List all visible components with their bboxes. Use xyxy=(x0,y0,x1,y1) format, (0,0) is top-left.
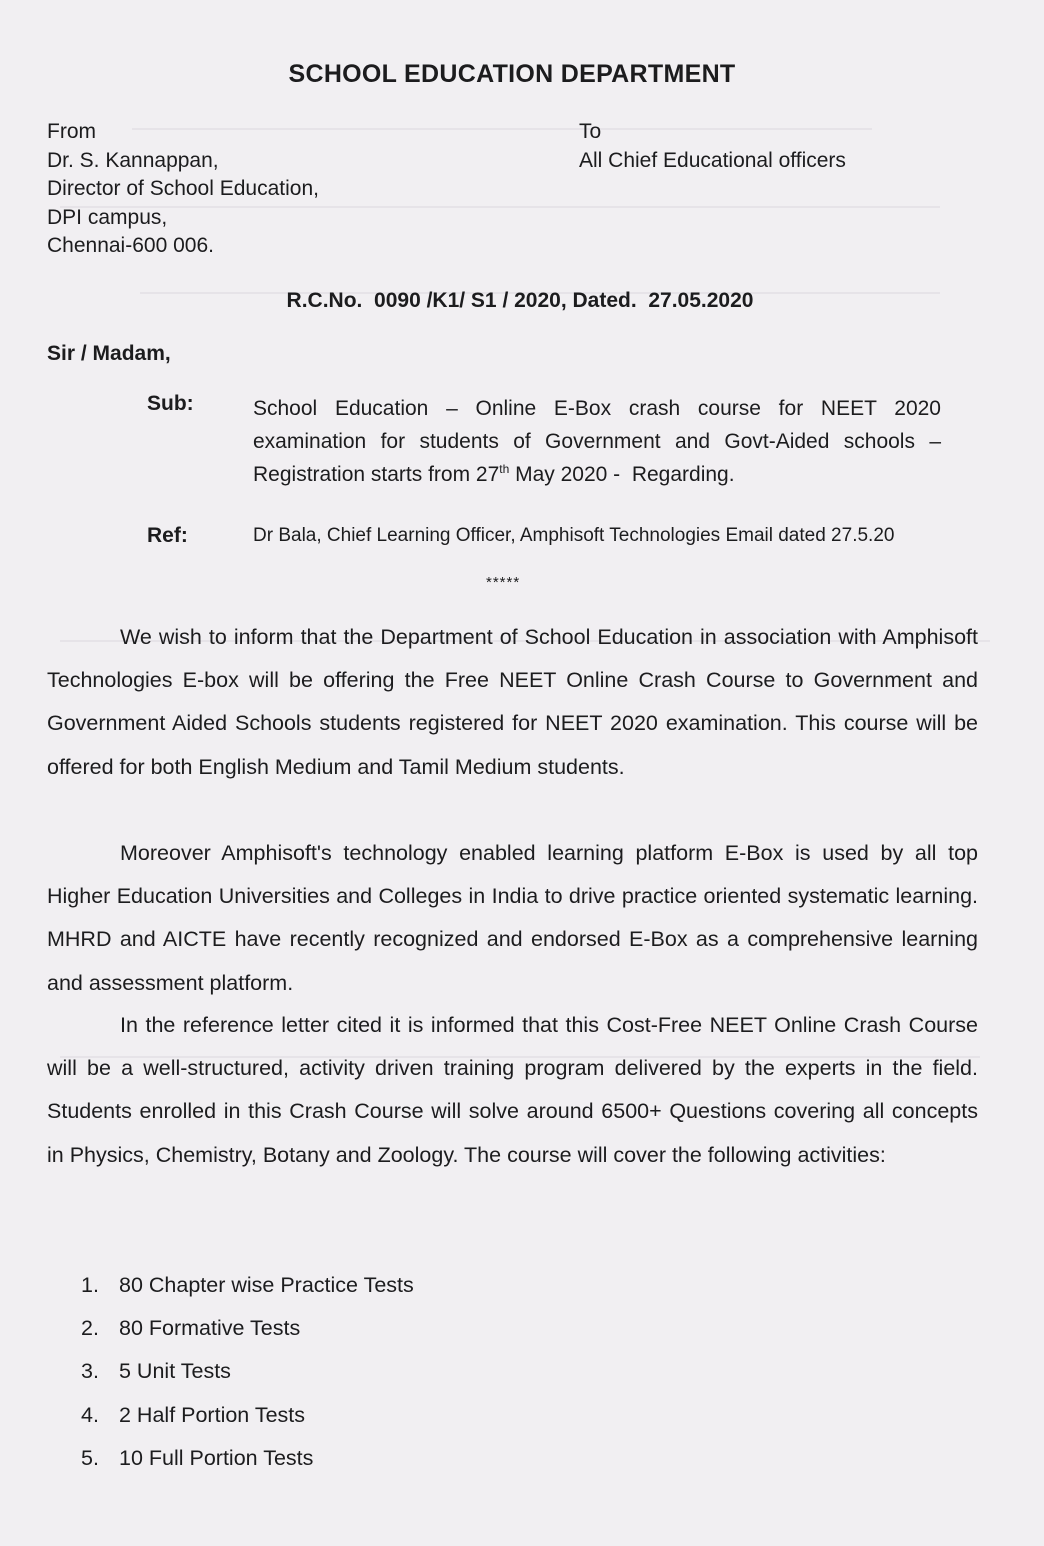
body-paragraph xyxy=(47,1004,978,1177)
from-line: Dr. S. Kannappan, xyxy=(47,148,219,172)
list-item-number: 3. xyxy=(81,1359,99,1384)
list-item xyxy=(81,1437,414,1480)
paragraph-text: In the reference letter cited it is informed that this Cost-Free NEET Online Crash Course will be a well-structured, activity driven training program delivered by the experts in the field. Students enrolled in this Crash Course will solve around 6500+ Questions covering all concepts in Physics, Chemistry, Botany and Zoology. The course will cover the following activities: xyxy=(47,1013,978,1167)
list-item xyxy=(81,1307,414,1350)
list-item xyxy=(81,1264,414,1307)
subject-superscript: th xyxy=(499,462,510,476)
list-item-number: 2. xyxy=(81,1316,99,1341)
to-line: All Chief Educational officers xyxy=(579,148,846,172)
subject-text xyxy=(253,392,941,491)
department-title: SCHOOL EDUCATION DEPARTMENT xyxy=(288,60,736,88)
subject-label: Sub: xyxy=(147,392,194,415)
body-paragraph xyxy=(47,616,978,789)
list-item-number: 4. xyxy=(81,1402,99,1427)
to-label: To xyxy=(579,120,602,143)
to-address xyxy=(579,118,846,175)
separator-stars: ***** xyxy=(486,574,521,591)
paragraph-text: Moreover Amphisoft's technology enabled learning platform E-Box is used by all top Higher Education Universities and Colleges in India to drive practice oriented systematic learning. MHRD and AICTE have recently recognized and endorsed E-Box as a comprehensive learning and assessment platform. xyxy=(47,841,978,995)
body-paragraph xyxy=(47,832,978,1005)
list-item-text: 5 Unit Tests xyxy=(119,1359,231,1384)
from-line: Chennai-600 006. xyxy=(47,234,214,257)
list-item-text: 80 Formative Tests xyxy=(119,1316,301,1341)
paragraph-text: We wish to inform that the Department of School Education in association with Amphisoft Technologies E-box will be offering the Free NEET Online Crash Course to Government and Government Aided Schools students registered for NEET 2020 examination. This course will be offered for both English Medium and Tamil Medium students. xyxy=(47,625,978,779)
salutation: Sir / Madam, xyxy=(47,342,171,365)
subject-text-main: School Education – Online E-Box crash course for NEET 2020 examination for students of Government and Govt-Aided schools – Registration starts from 27 xyxy=(253,397,941,486)
activities-list xyxy=(81,1264,414,1480)
list-item xyxy=(81,1350,414,1393)
list-item-text: 2 Half Portion Tests xyxy=(119,1402,306,1427)
from-line: DPI campus, xyxy=(47,205,168,229)
reference-text: Dr Bala, Chief Learning Officer, Amphisoft Technologies Email dated 27.5.20 xyxy=(253,525,895,546)
list-item-number: 1. xyxy=(81,1273,99,1297)
reference-number: R.C.No. 0090 /K1/ S1 / 2020, Dated. 27.05.2020 xyxy=(286,289,754,312)
list-item-text: 10 Full Portion Tests xyxy=(119,1445,314,1470)
from-address xyxy=(47,118,319,261)
subject-text-end: May 2020 - Regarding. xyxy=(509,463,735,486)
list-item xyxy=(81,1394,414,1437)
reference-label: Ref: xyxy=(147,524,188,547)
from-label: From xyxy=(47,120,96,143)
list-item-text: 80 Chapter wise Practice Tests xyxy=(119,1273,414,1297)
list-item-number: 5. xyxy=(81,1445,99,1470)
from-line: Director of School Education, xyxy=(47,177,319,200)
